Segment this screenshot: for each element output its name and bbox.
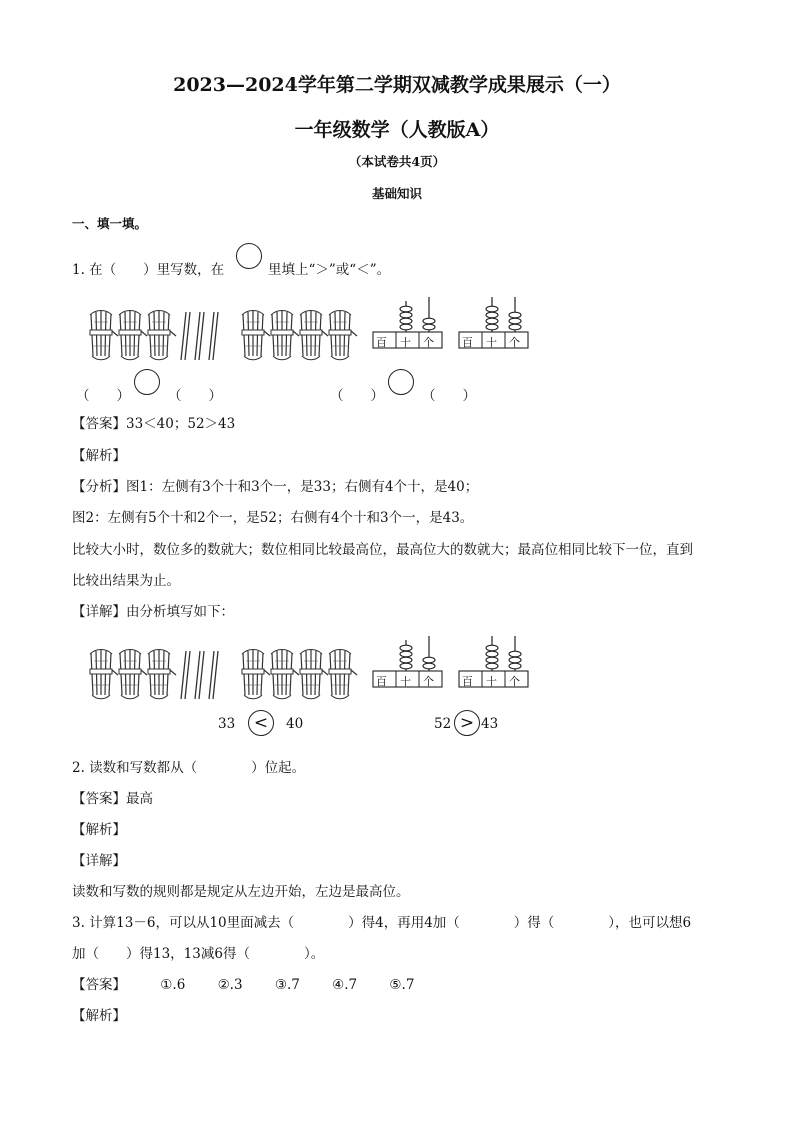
solution-abacus-1-label-hundreds: 百: [376, 675, 387, 688]
q2-xiangjie-tag: 【详解】: [72, 853, 126, 869]
abacus-2-label-hundreds: 百: [462, 336, 473, 349]
abacus-1-label-tens: 十: [400, 336, 411, 349]
solution-abacus-1-label-ones: 个: [423, 675, 434, 688]
blank-paren-2[interactable]: （ ）: [168, 388, 222, 404]
xiangjie-text: 由分析填写如下：: [126, 604, 234, 620]
fill-number-b: 40: [286, 716, 304, 732]
blank-paren-1[interactable]: （ ）: [76, 388, 130, 404]
answer-tag: 【答案】: [72, 977, 126, 993]
prompt-circle-icon: [236, 243, 262, 269]
q1-jiexi-tag: 【解析】: [72, 448, 126, 464]
solution-abacus-2-label-ones: 个: [509, 675, 520, 688]
q1-fenxi-4: 比较出结果为止。: [72, 573, 180, 589]
fill-number-c: 52: [434, 716, 452, 732]
answer-text: 33＜40；52＞43: [126, 416, 236, 432]
answer-text: 最高: [126, 791, 153, 807]
page-count-note: （本试卷共4页）: [348, 154, 446, 169]
q1-fenxi-3: 比较大小时，数位多的数就大；数位相同比较最高位，最高位大的数就大；最高位相同比较下一位，直到: [72, 542, 693, 558]
compare-circle-2[interactable]: [388, 369, 414, 395]
part-heading: 一、填一填。: [72, 216, 148, 231]
bundles-group-2: [240, 306, 365, 366]
fenxi-tag: 【分析】: [72, 479, 126, 495]
bundles-group-1: [88, 306, 218, 366]
q3-line-1: 3. 计算13－6，可以从10里面减去（ ）得4，再用4加（ ）得（ ），也可以想6: [72, 915, 692, 931]
answer-tag: 【答案】: [72, 416, 126, 432]
q3-answer: [72, 973, 442, 993]
blank-paren-4[interactable]: （ ）: [422, 388, 476, 404]
blank-paren-3[interactable]: （ ）: [330, 388, 384, 404]
q2-jiexi-tag: 【解析】: [72, 822, 126, 838]
solution-bundles-group-2: [240, 645, 365, 705]
compare-circle-1[interactable]: [134, 369, 160, 395]
document-subtitle: 一年级数学（人教版A）: [294, 119, 500, 141]
abacus-1-label-hundreds: 百: [376, 336, 387, 349]
fill-number-d: 43: [481, 716, 499, 732]
fill-number-a: 33: [218, 716, 236, 732]
q1-fenxi-2: 图2：左侧有5个十和2个一，是52；右侧有4个十和3个一，是43。: [72, 510, 474, 526]
document-title: 2023—2024学年第二学期双减教学成果展示（一）: [173, 74, 621, 96]
q2-prompt: 2. 读数和写数都从（ ）位起。: [72, 760, 306, 776]
solution-abacus-2-label-tens: 十: [486, 675, 497, 688]
abacus-1-label-ones: 个: [423, 336, 434, 349]
answer-option-5: ⑤.7: [389, 977, 415, 993]
xiangjie-tag: 【详解】: [72, 604, 126, 620]
q1-xiangjie: [72, 600, 234, 620]
answer-option-2: ②.3: [217, 977, 243, 993]
fill-sign-1: <: [253, 713, 269, 733]
q3-jiexi-tag: 【解析】: [72, 1008, 126, 1024]
fenxi-text-1: 图1：左侧有3个十和3个一，是33；右侧有4个十，是40；: [126, 479, 479, 495]
q1-fenxi-1: [72, 475, 478, 495]
q1-prompt-end: 里填上“＞”或“＜”。: [268, 262, 391, 278]
fill-sign-2: >: [459, 713, 475, 733]
q1-answer: [72, 412, 235, 432]
solution-abacus-1-label-tens: 十: [400, 675, 411, 688]
abacus-2-label-ones: 个: [509, 336, 520, 349]
q3-line-2: 加（ ）得13，13减6得（ ）。: [72, 946, 325, 962]
answer-option-1: ①.6: [160, 977, 186, 993]
answer-option-4: ④.7: [332, 977, 358, 993]
solution-bundles-group-1: [88, 645, 218, 705]
q1-prompt-start: 1. 在（ ）里写数，在: [72, 262, 225, 278]
q2-xiangjie-text: 读数和写数的规则都是规定从左边开始，左边是最高位。: [72, 884, 410, 900]
answer-option-3: ③.7: [274, 977, 300, 993]
abacus-2-label-tens: 十: [486, 336, 497, 349]
solution-abacus-2-label-hundreds: 百: [462, 675, 473, 688]
answer-tag: 【答案】: [72, 791, 126, 807]
q2-answer: [72, 787, 153, 807]
section-title: 基础知识: [371, 186, 422, 201]
